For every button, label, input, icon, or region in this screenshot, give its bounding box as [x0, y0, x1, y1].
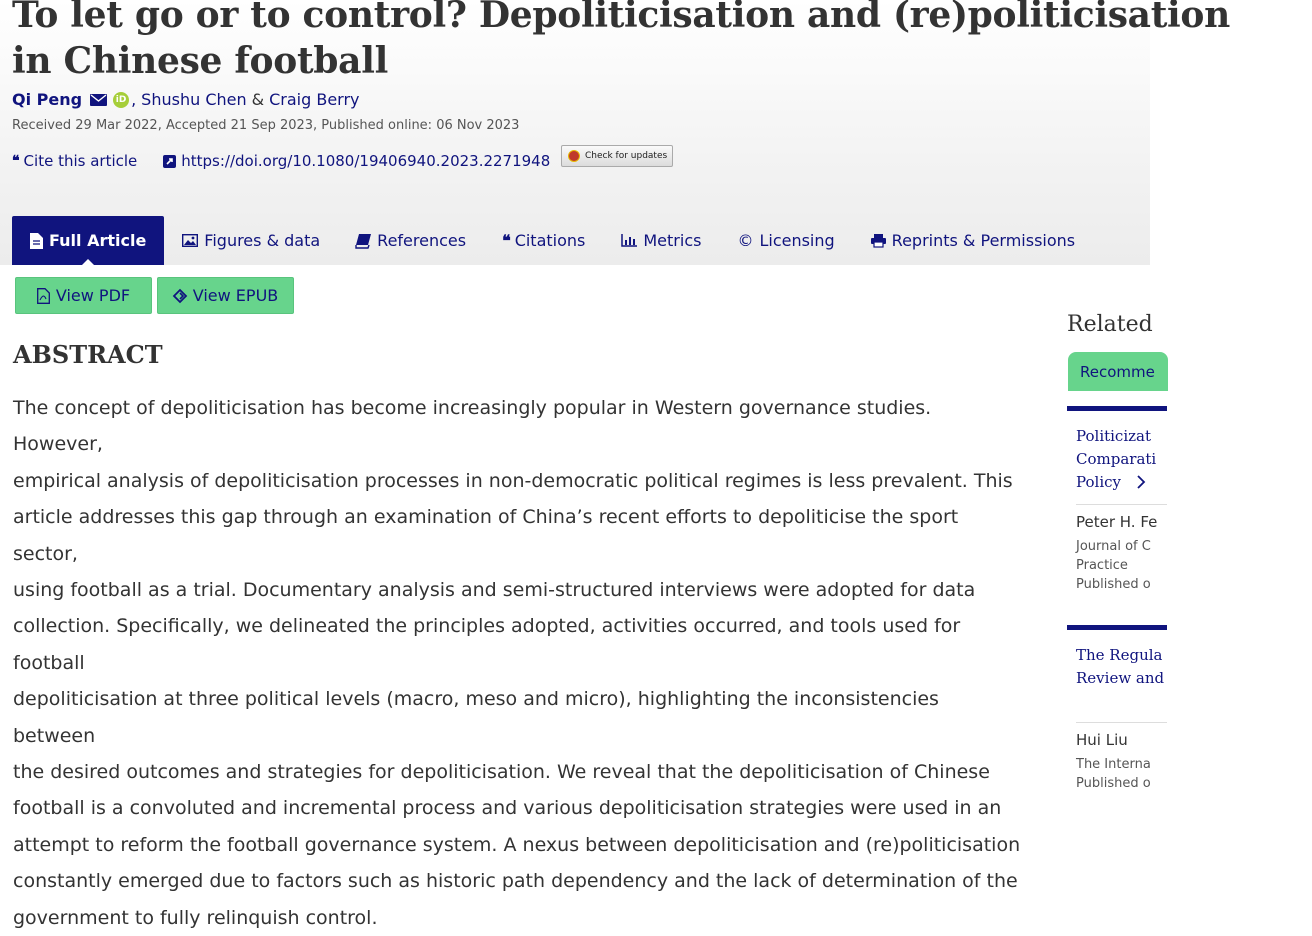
view-buttons [15, 277, 294, 314]
view-epub-button[interactable] [157, 277, 294, 314]
tab-references[interactable] [338, 216, 484, 265]
abstract-line: The concept of depoliticisation has become increasingly popular in Western governance studies. However, [13, 397, 932, 456]
title-line-1: To let go or to control? Depoliticisation and (re)politicisation [12, 0, 1231, 36]
cite-article-label: Cite this article [23, 152, 138, 170]
abstract-line: football is a convoluted and incremental process and various depoliticisation strategies were used in an [13, 797, 1002, 820]
article-meta-links [12, 152, 550, 170]
tab-label: Citations [514, 231, 586, 250]
tab-citations[interactable] [484, 216, 603, 265]
journal-line: Journal of C [1076, 539, 1151, 554]
quote-icon: ❝ [502, 231, 511, 250]
abstract-line: constantly emerged due to factors such as historic path dependency and the lack of determination of the [13, 870, 1018, 893]
related-article-journal [1076, 537, 1167, 575]
check-updates-label: Check for updates [585, 151, 668, 161]
cite-article-link[interactable] [12, 152, 137, 170]
abstract-text [13, 390, 1023, 936]
abstract-line: the desired outcomes and strategies for depoliticisation. We reveal that the depoliticisation of Chinese [13, 761, 990, 784]
orcid-icon[interactable]: iD [113, 92, 129, 108]
epub-icon [173, 289, 187, 303]
article-title [12, 0, 1312, 84]
printer-icon [871, 234, 886, 247]
author-separator: , [131, 90, 137, 109]
abstract-line: depoliticisation at three political levels (macro, meso and micro), highlighting the inconsistencies between [13, 688, 939, 747]
abstract-heading: ABSTRACT [13, 340, 163, 369]
title-line: Comparati [1076, 450, 1157, 468]
title-line: Politicizat [1076, 427, 1152, 445]
related-heading: Related [1067, 312, 1153, 337]
quote-icon: ❝ [12, 153, 20, 169]
author-craig-berry[interactable]: Craig Berry [269, 90, 360, 109]
abstract-line: using football as a trial. Documentary analysis and semi-structured interviews were adopted for data [13, 579, 976, 602]
related-article-published: Published o [1076, 776, 1151, 791]
divider [1076, 504, 1167, 505]
related-article-card [1067, 625, 1167, 810]
divider [1076, 722, 1167, 723]
title-line: Review and [1076, 669, 1165, 687]
tab-label: Full Article [49, 231, 147, 250]
related-article-author: Hui Liu [1076, 731, 1128, 749]
tab-licensing[interactable] [719, 216, 852, 265]
tab-metrics[interactable] [603, 216, 719, 265]
external-link-icon [163, 155, 176, 168]
view-pdf-label: View PDF [55, 286, 131, 305]
related-article-title[interactable] [1076, 425, 1167, 494]
related-article-author: Peter H. Fe [1076, 513, 1158, 531]
abstract-line: attempt to reform the football governance system. A nexus between depoliticisation and (re)politicisation [13, 833, 1021, 856]
copyright-icon: © [737, 231, 754, 250]
title-line: Policy [1076, 473, 1121, 491]
title-line-2: in Chinese football [12, 40, 388, 82]
title-line: The Regula [1076, 646, 1163, 664]
doi-link[interactable] [163, 152, 550, 170]
bar-chart-icon [621, 234, 637, 247]
tab-label: References [377, 231, 467, 250]
related-article-published: Published o [1076, 577, 1151, 592]
tab-recommended[interactable]: Recomme [1068, 352, 1168, 391]
author-list [12, 90, 360, 109]
tab-full-article[interactable] [12, 216, 164, 265]
journal-line: Practice [1076, 558, 1128, 573]
crossmark-icon [568, 150, 580, 162]
related-article-title[interactable] [1076, 644, 1167, 690]
tab-figures-data[interactable] [164, 216, 338, 265]
view-pdf-button[interactable] [15, 277, 152, 314]
envelope-icon[interactable] [90, 94, 107, 106]
article-tabs [12, 216, 1093, 265]
pdf-icon [37, 288, 50, 304]
author-shushu-chen[interactable]: Shushu Chen [141, 90, 247, 109]
abstract-line: article addresses this gap through an examination of China’s recent efforts to depoliticise the sport sector, [13, 506, 959, 565]
publication-dates: Received 29 Mar 2022, Accepted 21 Sep 2023, Published online: 06 Nov 2023 [12, 118, 520, 133]
author-ampersand: & [251, 90, 265, 109]
abstract-line: collection. Specifically, we delineated the principles adopted, activities occurred, and tools used for football [13, 615, 961, 674]
journal-line: The Interna [1076, 757, 1151, 772]
book-icon [356, 234, 371, 248]
abstract-line: empirical analysis of depoliticisation processes in non-democratic political regimes is less prevalent. This [13, 469, 1013, 492]
doi-text: https://doi.org/10.1080/19406940.2023.2271948 [181, 152, 551, 170]
tab-label: Figures & data [204, 231, 321, 250]
check-for-updates-badge[interactable] [561, 145, 673, 167]
related-article-card [1067, 406, 1167, 621]
author-qi-peng[interactable]: Qi Peng [12, 90, 83, 109]
view-epub-label: View EPUB [192, 286, 279, 305]
tab-label: Reprints & Permissions [891, 231, 1076, 250]
tab-reprints-permissions[interactable] [853, 216, 1093, 265]
tab-label: Metrics [643, 231, 702, 250]
related-article-journal [1076, 755, 1167, 774]
chevron-right-icon [1136, 475, 1146, 489]
tab-label: Licensing [759, 231, 835, 250]
image-icon [182, 234, 198, 247]
abstract-line: government to fully relinquish control. [13, 906, 378, 929]
document-icon [30, 233, 43, 249]
